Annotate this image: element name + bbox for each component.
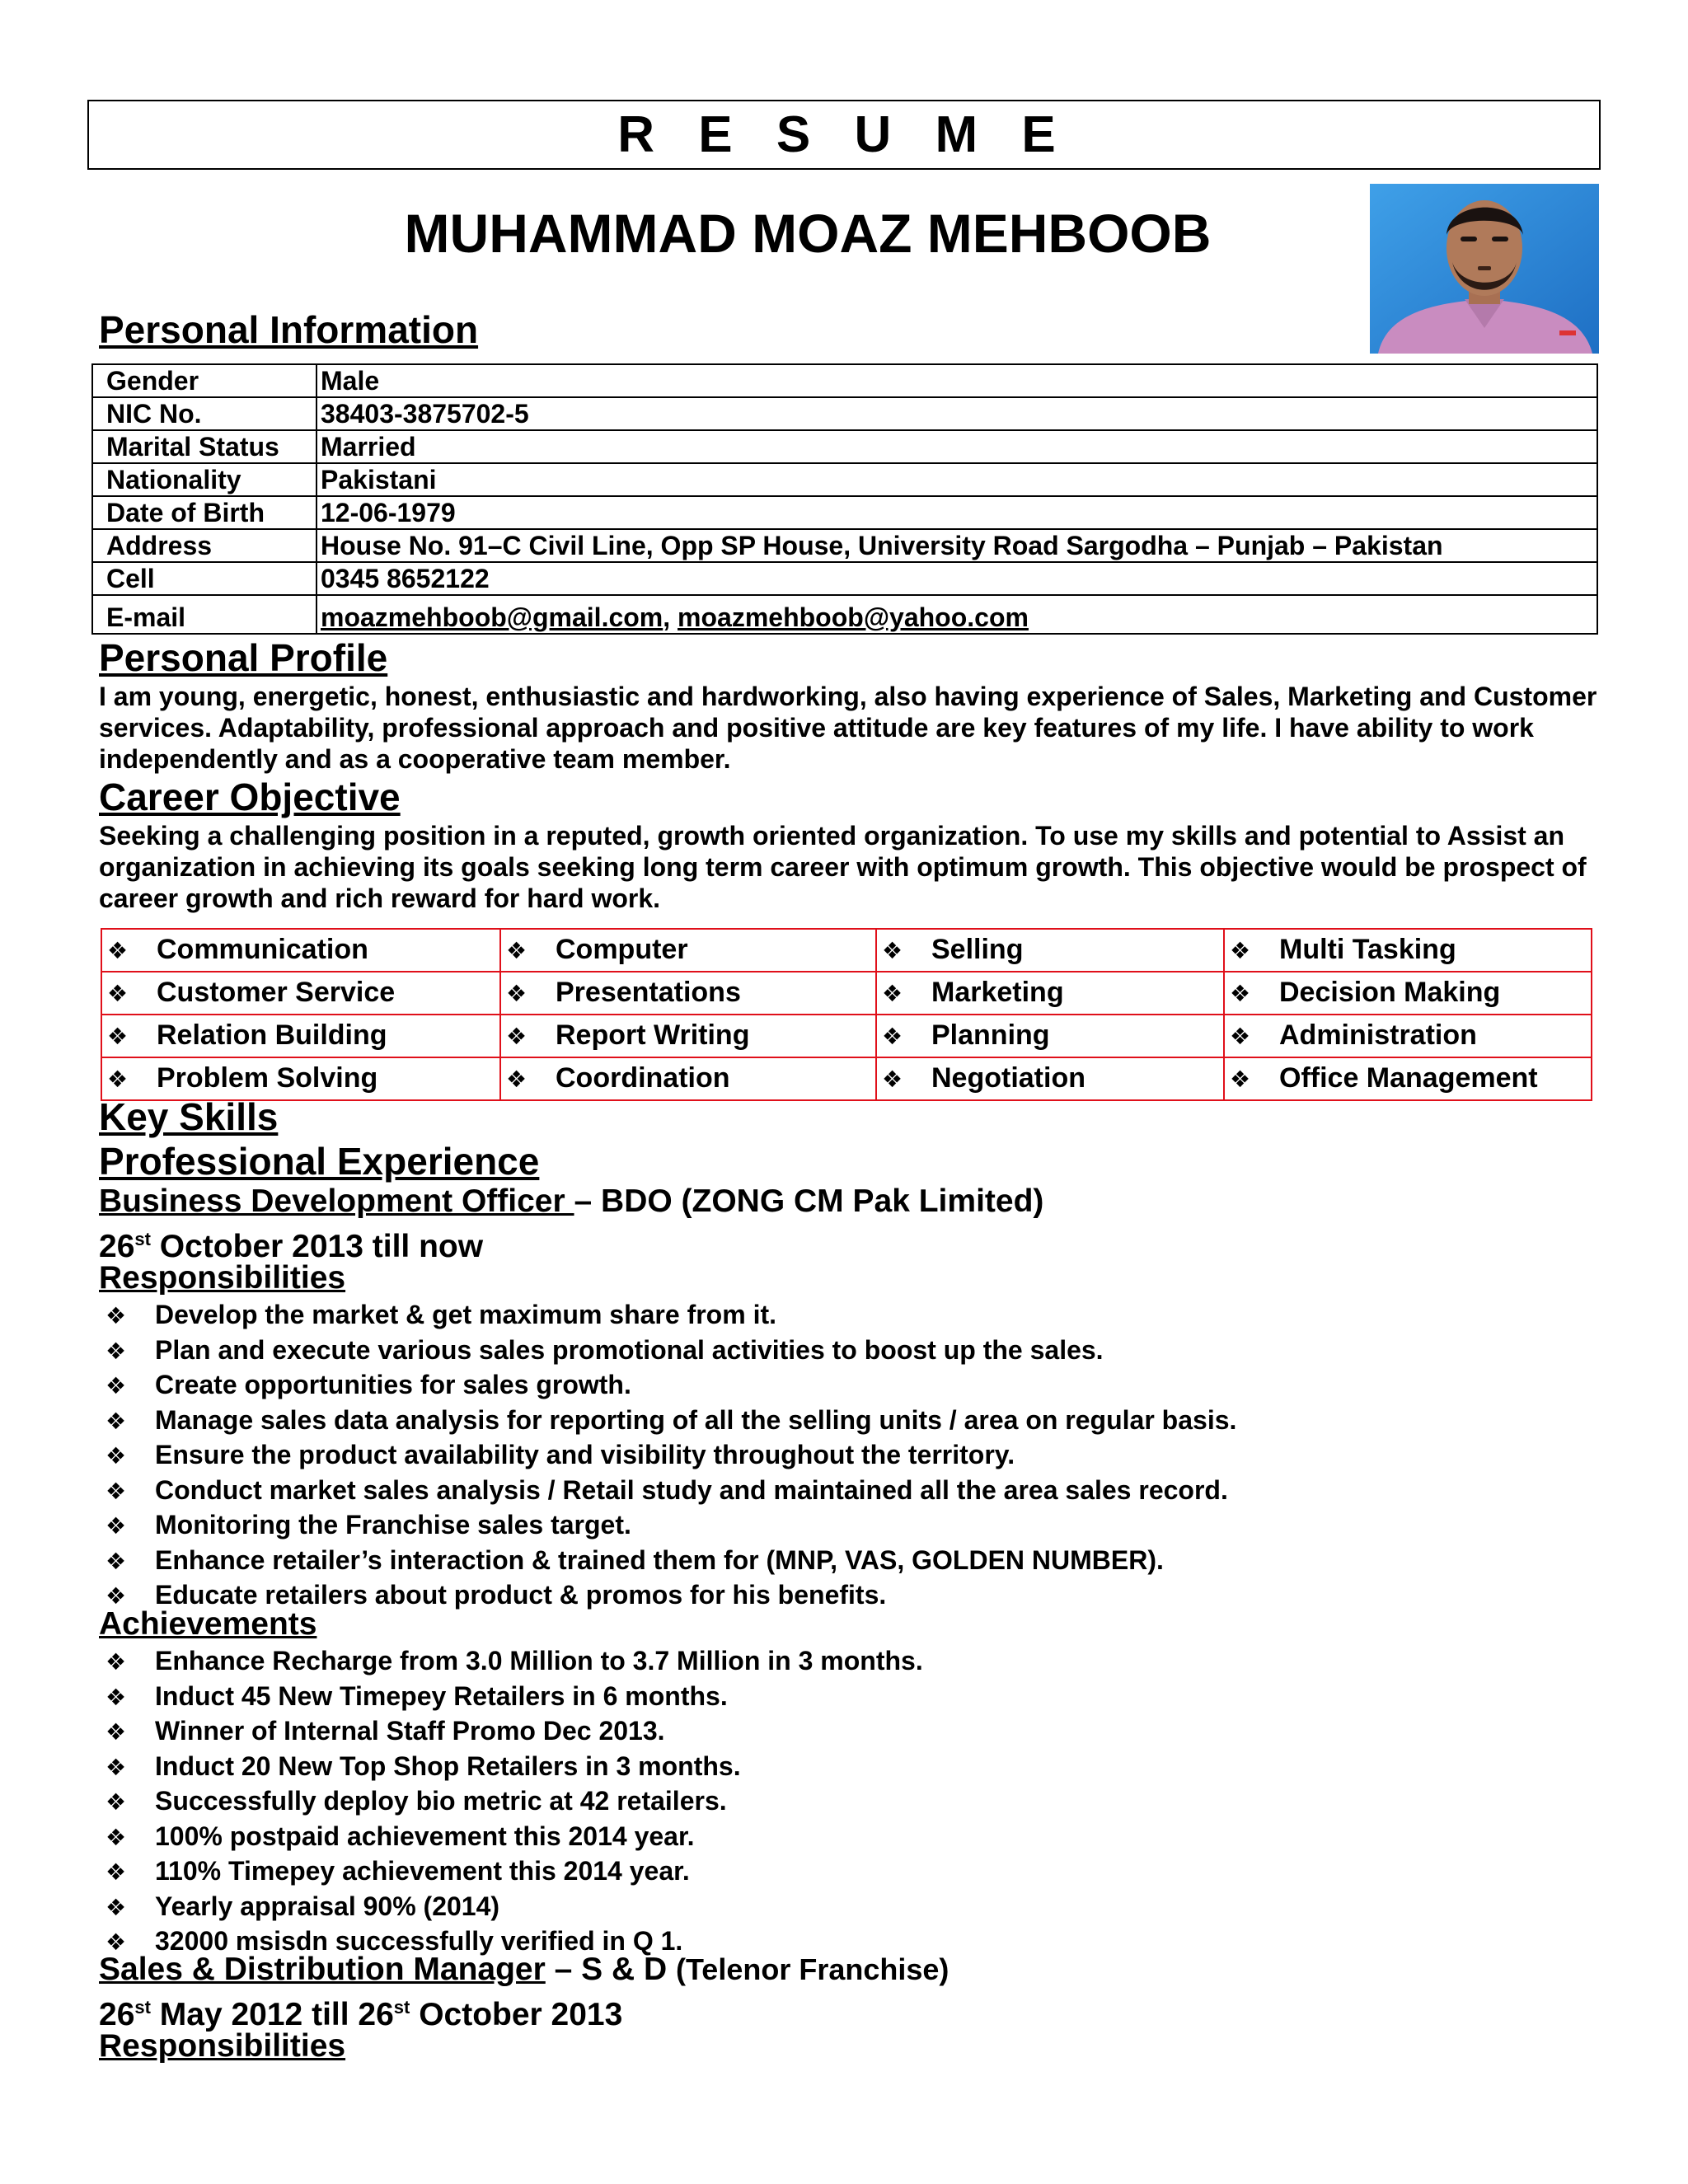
job1-date-rest: October 2013 till now: [150, 1229, 484, 1264]
list-item-text: 32000 msisdn successfully verified in Q 1.: [155, 1926, 683, 1956]
info-row-cell: [92, 562, 1597, 595]
skill-cell: [876, 929, 1224, 972]
job2-date-mid: May 2012 till 26: [150, 1997, 394, 2032]
professional-experience-heading: Professional Experience: [99, 1140, 540, 1183]
info-label: Marital Status: [92, 430, 316, 463]
skill-cell: [500, 1057, 876, 1100]
personal-information-heading: Personal Information: [99, 308, 479, 351]
diamond-bullet-icon: ❖: [882, 938, 903, 963]
diamond-bullet-icon: ❖: [1230, 981, 1251, 1006]
diamond-bullet-icon: ❖: [506, 938, 528, 963]
list-item: [99, 1298, 1236, 1333]
job2-org-detail: (Telenor Franchise): [676, 1952, 950, 1986]
skill-label: Marketing: [931, 977, 1064, 1008]
list-item-text: Develop the market & get maximum share from it.: [155, 1300, 776, 1329]
list-item-text: Plan and execute various sales promotional activities to boost up the sales.: [155, 1334, 1104, 1365]
list-item-text: Induct 20 New Top Shop Retailers in 3 months.: [155, 1750, 741, 1781]
skill-label: Negotiation: [931, 1062, 1085, 1094]
list-item-text: Conduct market sales analysis / Retail study and maintained all the area sales record.: [155, 1474, 1228, 1505]
skill-label: Selling: [931, 934, 1024, 965]
job1-responsibilities-list: [99, 1298, 1236, 1614]
skill-cell: [500, 1015, 876, 1057]
diamond-bullet-icon: ❖: [106, 1859, 127, 1885]
list-item-text: Ensure the product availability and visibility throughout the territory.: [155, 1440, 1015, 1469]
info-value: 0345 8652122: [316, 562, 1597, 595]
diamond-bullet-icon: ❖: [106, 1684, 127, 1710]
list-item-text: 100% postpaid achievement this 2014 year.: [155, 1821, 695, 1851]
info-label: Date of Birth: [92, 496, 316, 529]
diamond-bullet-icon: ❖: [107, 981, 129, 1006]
list-item: [99, 1820, 923, 1855]
job1-responsibilities-heading: Responsibilities: [99, 1260, 346, 1296]
job1-achievements-heading: Achievements: [99, 1606, 317, 1642]
skill-label: Computer: [556, 934, 688, 965]
diamond-bullet-icon: ❖: [107, 1066, 129, 1092]
skill-label: Report Writing: [556, 1019, 750, 1051]
personal-info-table: [91, 363, 1598, 635]
job1-title: Business Development Officer: [99, 1183, 574, 1219]
job2-responsibilities-heading: Responsibilities: [99, 2028, 346, 2064]
info-row-nic: [92, 397, 1597, 430]
info-row-gender: [92, 364, 1597, 397]
list-item: [99, 1890, 923, 1925]
info-label: NIC No.: [92, 397, 316, 430]
skills-table: [101, 928, 1592, 1101]
info-value: 38403-3875702-5: [316, 397, 1597, 430]
skill-cell: [101, 929, 500, 972]
list-item-text: Manage sales data analysis for reporting of all the selling units / area on regular basis.: [155, 1404, 1237, 1435]
list-item-text: Create opportunities for sales growth.: [155, 1370, 631, 1399]
info-label: Gender: [92, 364, 316, 397]
list-item: [99, 1474, 1236, 1509]
info-row-email: [92, 595, 1597, 634]
profile-photo-image: [1370, 184, 1599, 354]
diamond-bullet-icon: ❖: [106, 1513, 127, 1539]
candidate-name: MUHAMMAD MOAZ MEHBOOB: [404, 203, 1212, 264]
skill-cell: [1224, 1057, 1592, 1100]
skills-row: [101, 972, 1592, 1015]
info-value: Male: [316, 364, 1597, 397]
skill-label: Relation Building: [157, 1019, 387, 1051]
diamond-bullet-icon: ❖: [106, 1719, 127, 1745]
personal-profile-heading: Personal Profile: [99, 636, 388, 679]
info-row-date-of-birth: [92, 496, 1597, 529]
email-link-yahoo[interactable]: moazmehboob@yahoo.com: [678, 602, 1029, 632]
diamond-bullet-icon: ❖: [106, 1649, 127, 1675]
job1-date-day: 26: [99, 1229, 135, 1264]
list-item-text: Educate retailers about product & promos for his benefits.: [155, 1580, 887, 1610]
list-item: [99, 1784, 923, 1820]
diamond-bullet-icon: ❖: [506, 981, 528, 1006]
email-link-gmail[interactable]: moazmehboob@gmail.com: [321, 602, 663, 632]
skill-cell: [876, 972, 1224, 1015]
diamond-bullet-icon: ❖: [1230, 1024, 1251, 1049]
list-item: [99, 1333, 1236, 1369]
job2-date-day: 26: [99, 1997, 135, 2032]
list-item-text: Induct 45 New Timepey Retailers in 6 months.: [155, 1680, 728, 1711]
skills-row: [101, 1057, 1592, 1100]
list-item-text: Enhance retailer’s interaction & trained them for (MNP, VAS, GOLDEN NUMBER).: [155, 1544, 1164, 1575]
list-item: [99, 1368, 1236, 1404]
skills-row: [101, 929, 1592, 972]
list-item-text: 110% Timepey achievement this 2014 year.: [155, 1856, 690, 1886]
list-item: [99, 1854, 923, 1890]
list-item: [99, 1680, 923, 1715]
diamond-bullet-icon: ❖: [106, 1929, 127, 1955]
skill-cell: [101, 1015, 500, 1057]
job2-title-line: [99, 1951, 949, 1989]
skill-cell: [500, 972, 876, 1015]
diamond-bullet-icon: ❖: [107, 938, 129, 963]
list-item-text: Monitoring the Franchise sales target.: [155, 1510, 631, 1540]
job1-org: – BDO (ZONG CM Pak Limited): [574, 1183, 1044, 1219]
list-item: [99, 1508, 1236, 1544]
job2-date-sup: st: [393, 1997, 410, 2018]
diamond-bullet-icon: ❖: [1230, 938, 1251, 963]
list-item: [99, 1714, 923, 1750]
skill-cell: [1224, 929, 1592, 972]
diamond-bullet-icon: ❖: [506, 1024, 528, 1049]
diamond-bullet-icon: ❖: [106, 1303, 127, 1329]
diamond-bullet-icon: ❖: [106, 1443, 127, 1469]
skill-label: Coordination: [556, 1062, 730, 1094]
list-item: [99, 1544, 1236, 1579]
diamond-bullet-icon: ❖: [506, 1066, 528, 1092]
skill-label: Decision Making: [1279, 977, 1501, 1008]
list-item: [99, 1750, 923, 1785]
info-value: Married: [316, 430, 1597, 463]
diamond-bullet-icon: ❖: [106, 1373, 127, 1399]
info-row-address: [92, 529, 1597, 562]
info-label: E-mail: [92, 595, 316, 634]
personal-profile-text: I am young, energetic, honest, enthusiastic and hardworking, also having experience of Sales, Marketing and Customer services. Adaptability, professional approach and positive attitude are key features of my life. I have ability to work independently and as a cooperative team member.: [99, 682, 1597, 774]
job1-date-sup: st: [134, 1229, 151, 1249]
info-label: Nationality: [92, 463, 316, 496]
skill-label: Multi Tasking: [1279, 934, 1456, 965]
list-item-text: Enhance Recharge from 3.0 Million to 3.7 Million in 3 months.: [155, 1646, 923, 1675]
info-row-nationality: [92, 463, 1597, 496]
list-item: [99, 1644, 923, 1680]
diamond-bullet-icon: ❖: [106, 1548, 127, 1574]
diamond-bullet-icon: ❖: [106, 1583, 127, 1609]
skill-label: Presentations: [556, 977, 741, 1008]
list-item-text: Yearly appraisal 90% (2014): [155, 1891, 500, 1921]
skill-cell: [876, 1015, 1224, 1057]
resume-title: R E S U M E: [87, 100, 1601, 170]
job1-achievements-list: [99, 1644, 923, 1960]
diamond-bullet-icon: ❖: [882, 1024, 903, 1049]
skill-cell: [876, 1057, 1224, 1100]
skill-label: Administration: [1279, 1019, 1477, 1051]
diamond-bullet-icon: ❖: [106, 1338, 127, 1364]
list-item-text: Winner of Internal Staff Promo Dec 2013.: [155, 1716, 665, 1746]
career-objective-heading: Career Objective: [99, 776, 401, 818]
info-value: House No. 91–C Civil Line, Opp SP House, University Road Sargodha – Punjab – Pakistan: [316, 529, 1597, 562]
diamond-bullet-icon: ❖: [106, 1789, 127, 1815]
skill-label: Communication: [157, 934, 368, 965]
diamond-bullet-icon: ❖: [882, 1066, 903, 1092]
diamond-bullet-icon: ❖: [882, 981, 903, 1006]
job2-org: – S & D: [545, 1952, 676, 1987]
email-separator: ,: [663, 602, 678, 632]
info-value-email: [316, 595, 1597, 634]
skill-cell: [1224, 972, 1592, 1015]
diamond-bullet-icon: ❖: [106, 1824, 127, 1850]
list-item: [99, 1438, 1236, 1474]
skill-label: Office Management: [1279, 1062, 1538, 1094]
skill-cell: [1224, 1015, 1592, 1057]
info-label: Cell: [92, 562, 316, 595]
job2-date-sup: st: [134, 1997, 151, 2018]
diamond-bullet-icon: ❖: [106, 1754, 127, 1780]
info-value: Pakistani: [316, 463, 1597, 496]
skill-label: Customer Service: [157, 977, 396, 1008]
list-item: [99, 1404, 1236, 1439]
career-objective-text: Seeking a challenging position in a reputed, growth oriented organization. To use my skills and potential to Assist an organization in achieving its goals seeking long term career with optimum growth. This objective would be prospect of career growth and rich reward for hard work.: [99, 821, 1587, 913]
diamond-bullet-icon: ❖: [107, 1024, 129, 1049]
job2-title: Sales & Distribution Manager: [99, 1952, 546, 1987]
list-item-text: Successfully deploy bio metric at 42 retailers.: [155, 1786, 727, 1816]
info-row-marital-status: [92, 430, 1597, 463]
skills-row: [101, 1015, 1592, 1057]
diamond-bullet-icon: ❖: [1230, 1066, 1251, 1092]
diamond-bullet-icon: ❖: [106, 1894, 127, 1920]
diamond-bullet-icon: ❖: [106, 1478, 127, 1504]
skill-cell: [500, 929, 876, 972]
info-label: Address: [92, 529, 316, 562]
skill-label: Planning: [931, 1019, 1050, 1051]
job2-date-rest: October 2013: [410, 1997, 623, 2032]
info-value: 12-06-1979: [316, 496, 1597, 529]
job1-title-line: [99, 1183, 1043, 1221]
skill-cell: [101, 972, 500, 1015]
skill-label: Problem Solving: [157, 1062, 378, 1094]
profile-photo: [1370, 184, 1599, 354]
key-skills-heading: Key Skills: [99, 1095, 279, 1138]
diamond-bullet-icon: ❖: [106, 1408, 127, 1434]
